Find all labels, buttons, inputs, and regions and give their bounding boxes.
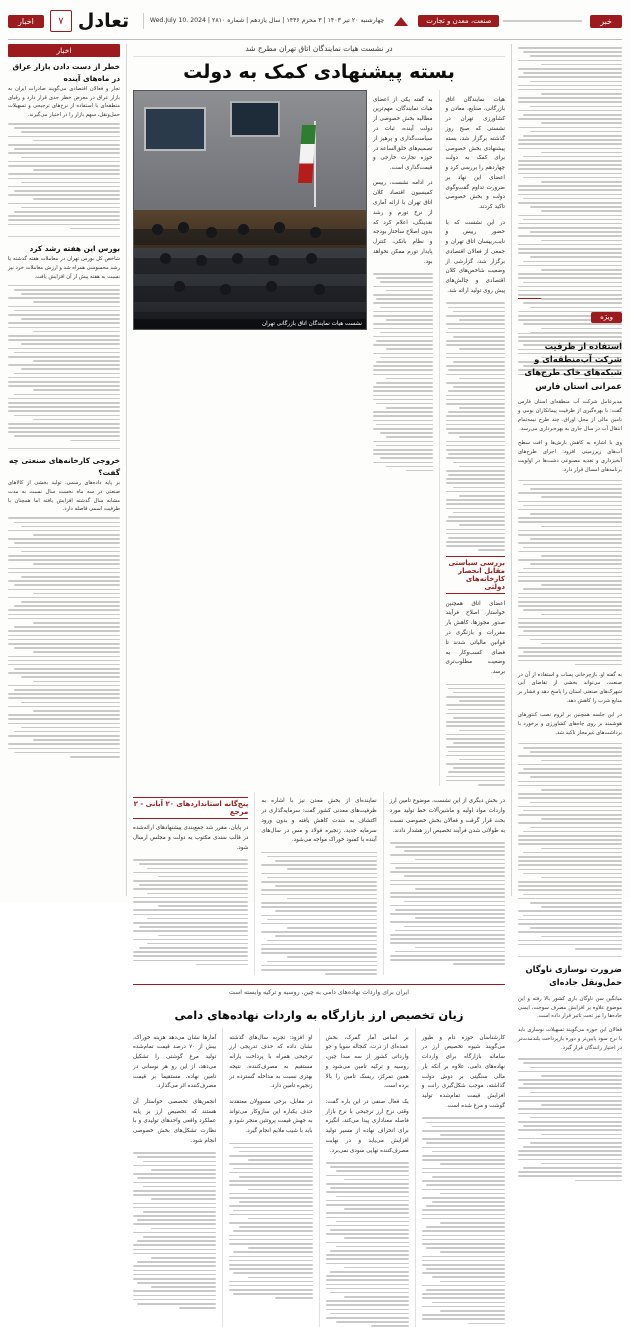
photo-seat-row xyxy=(134,229,366,245)
paragraph: در ادامه نشست، رییس کمیسیون اقتصاد کلان اتاق تهران با ارائه آماری از نرخ تورم و رشد نقدینگی، اعلام کرد که بدون اصلاح ساختار بودجه و نظام بانکی، کنترل پایدار تورم ممکن نخواهد بود. xyxy=(373,180,433,265)
column-divider xyxy=(511,44,512,896)
photo-person xyxy=(178,222,189,233)
lead-column xyxy=(373,90,433,786)
subheading: پنج‌گانه استانداردهای ۲۰ آبانی - ۲ مرجع xyxy=(133,797,248,819)
divider xyxy=(518,956,622,957)
text-lines xyxy=(261,852,376,975)
paragraph: در بخش دیگری از این نشست، موضوع تامین ارز واردات مواد اولیه و ماشین‌آلات خط تولید مورد بحث قرار گرفت و فعالان بخش خصوصی نسبت به طولانی شدن فرآیند تخصیص ارز هشدار دادند. xyxy=(389,798,505,834)
secondary-article-kicker: ایران برای واردات نهاده‌های دامی به چین، روسیه و ترکیه وابسته است xyxy=(229,988,409,996)
lead-continuation xyxy=(133,792,505,975)
masthead-rule-right xyxy=(503,20,582,22)
photo-person xyxy=(220,284,231,295)
masthead-center-section: صنعت، معدن و تجارت xyxy=(418,15,499,27)
article-column xyxy=(229,1028,312,1327)
masthead-left-section-badge: اخبار xyxy=(8,15,44,28)
text-lines xyxy=(446,302,506,551)
paragraph: یک فعال صنفی در این باره گفت: وقتی نرخ ارز ترجیحی با نرخ بازار فاصله معناداری پیدا می‌کند، انگیزه برای انحراف نهاده از مسیر تولید افزایش می‌یابد و در نهایت مصرف‌کننده نهایی سودی نمی‌برد. xyxy=(325,1098,409,1154)
paragraph: در این جلسه همچنین بر لزوم نصب کنتورهای هوشمند بر روی چاه‌های کشاورزی و برخورد با برداشت‌های غیرمجاز تاکید شد. xyxy=(518,712,622,736)
photo-screen-secondary xyxy=(230,101,280,137)
column-divider xyxy=(254,792,255,975)
paragraph: در این نشست که با حضور رییس و نایب‌رییسان اتاق تهران و جمعی از فعالان اقتصادی برگزار شد، گزارشی از وضعیت شاخص‌های کلان اقتصادی و چالش‌های پیش روی تولید ارائه شد. xyxy=(445,219,505,295)
list-item[interactable] xyxy=(8,243,120,441)
divider xyxy=(8,236,120,237)
page-title: بسته پیشنهادی کمک به دولت xyxy=(183,61,455,83)
page-grid xyxy=(8,44,622,1154)
photo-seat-row xyxy=(134,286,366,302)
photo-caption: نشست هیات نمایندگان اتاق بازرگانی تهران xyxy=(134,319,366,329)
text-lines xyxy=(446,684,506,786)
news-item-body: شاخص کل بورس تهران در معاملات هفته گذشته با رشد محسوسی همراه شد و ارزش معاملات خرد نیز نسبت به هفته پیش از آن افزایش یافت. xyxy=(8,256,120,280)
column-divider xyxy=(222,1028,223,1327)
lead-photo xyxy=(133,90,367,330)
paragraph: در مقابل، برخی مسوولان معتقدند حذف یکباره این سازوکار می‌تواند به جهش قیمت پروتئین منجر شود و باید با شیب ملایم انجام گیرد. xyxy=(229,1098,313,1135)
paragraph: میانگین سن ناوگان باری کشور بالا رفته و این موضوع علاوه بر افزایش مصرف سوخت، ایمنی جاده‌ها را نیز تحت تاثیر قرار داده است. xyxy=(518,995,622,1020)
photo-person xyxy=(306,253,317,264)
text-lines xyxy=(422,1117,505,1324)
lead-text-columns xyxy=(133,792,505,975)
article-column xyxy=(326,1028,409,1327)
lead-body xyxy=(133,90,505,786)
column-divider xyxy=(439,90,440,786)
paragraph: هیات نمایندگان اتاق بازرگانی، صنایع، معادن و کشاورزی تهران در نشستی که صبح روز گذشته برگزار شد، بسته پیشنهادی بخش خصوصی برای کمک به دولت چهاردهم را بررسی کرد و اعضای این نهاد بر ضرورت تداوم گفت‌وگوی دولت و بخش خصوصی تاکید کردند. xyxy=(445,96,505,211)
paragraph: به گفته یکی از اعضای هیات نمایندگان، مهم‌ترین مطالبه بخش خصوصی از دولت آینده، ثبات در سیاست‌گذاری و پرهیز از تصمیم‌های خلق‌الساعه در حوزه تجارت خارجی و قیمت‌گذاری است. xyxy=(373,96,433,172)
photo-person xyxy=(274,222,285,233)
feature-sidebar xyxy=(518,44,622,1052)
article-column xyxy=(422,1028,505,1327)
photo-person xyxy=(232,253,243,264)
paragraph: به گفته او، بازچرخانی پساب و استفاده از آن در صنعت، می‌تواند بخشی از تقاضای آبی شهرک‌های صنعتی استان را پاسخ دهد و فشار بر منابع شرب را کاهش دهد. xyxy=(518,671,622,705)
paragraph: انجمن‌های تخصصی خواستار آن هستند که تخصیص ارز بر پایه عملکرد واقعی واحدهای تولیدی و با نظارت تشکل‌های بخش خصوصی انجام شود. xyxy=(133,1098,217,1144)
newspaper-logo: تعادل xyxy=(77,10,130,32)
news-sidebar xyxy=(8,44,120,896)
paragraph: کارشناسان حوزه دام و طیور می‌گویند شیوه تخصیص ارز در سامانه بازارگاه برای واردات نهاده‌های دامی، علاوه بر آنکه بار مالی سنگینی بر دوش دولت گذاشته، موجب شکل‌گیری رانت و افزایش قیمت تمام‌شده تولید گوشت و مرغ شده است. xyxy=(421,1034,505,1109)
text-lines xyxy=(133,859,248,965)
feature-sidebar-spacer xyxy=(518,47,622,293)
paragraph: نماینده‌ای از بخش معدن نیز با اشاره به ظرفیت‌های معدنی کشور گفت: سرمایه‌گذاری در اکتشاف به شدت کاهش یافته و بدون ورود سرمایه جدید، زنجیره فولاد و مس در سال‌های آینده با کمبود خوراک مواجه می‌شود. xyxy=(261,798,377,844)
news-item-title: بورس این هفته رشد کرد xyxy=(29,244,120,254)
news-sidebar-heading: اخبار xyxy=(8,44,120,57)
paragraph: مدیرعامل شرکت آب منطقه‌ای استان فارس گفت: با بهره‌گیری از ظرفیت پیمانکاران بومی و تامین مالی از محل اوراق، چند طرح نیمه‌تمام انتقال آب در سال جاری به بهره‌برداری می‌رسد. xyxy=(518,399,622,432)
text-lines xyxy=(518,480,622,666)
text-lines xyxy=(373,273,433,471)
lead-column xyxy=(446,90,506,786)
text-lines xyxy=(518,1058,622,1181)
lead-kicker: در نشست هیات نمایندگان اتاق تهران مطرح شد xyxy=(133,44,505,57)
news-item-title: خطر از دست دادن بازار عراق در ماه‌های آینده xyxy=(12,62,120,83)
paragraph: اعضای اتاق همچنین خواستار اصلاح فرآیند صدور مجوزها، کاهش بار مقررات و بازنگری در قوانین مالیاتی شدند تا فضای کسب‌وکار به وضعیت مطلوب‌تری برسد. xyxy=(445,600,505,676)
paragraph: بر اساس آمار گمرک، بخش عمده‌ای از ذرت، کنجاله سویا و جو وارداتی کشور از سه مبدا چین، روسیه و ترکیه تامین می‌شود و همین تمرکز، ریسک تامین را بالا برده است. xyxy=(325,1034,409,1090)
masthead-divider xyxy=(143,13,144,29)
photo-person xyxy=(206,227,217,238)
paragraph: او افزود: تجربه سال‌های گذشته نشان داده که حذف تدریجی ارز ترجیحی همراه با پرداخت یارانه مستقیم به مصرف‌کننده، نتیجه بهتری نسبت به مداخله گسترده در زنجیره تامین دارد. xyxy=(229,1034,313,1090)
text-lines xyxy=(518,743,622,950)
column-divider xyxy=(383,792,384,975)
text-lines xyxy=(8,285,120,442)
lead-column xyxy=(133,792,248,975)
text-lines xyxy=(229,1143,312,1300)
paragraph: آمارها نشان می‌دهد هزینه خوراک، بیش از ۷۰ درصد قیمت تمام‌شده تولید مرغ گوشتی را تشکیل می‌دهد، از این رو هر نوسانی در تامین نهاده، مستقیما بر قیمت مصرف‌کننده اثر می‌گذارد. xyxy=(133,1034,217,1090)
text-lines xyxy=(326,1162,409,1327)
column-divider xyxy=(319,1028,320,1327)
list-item[interactable] xyxy=(8,455,120,757)
secondary-article-columns xyxy=(133,1028,505,1327)
photo-screen xyxy=(144,107,206,151)
lead-column xyxy=(390,792,505,975)
article-column xyxy=(133,1028,216,1327)
masthead-right-section-badge: خبر xyxy=(590,15,622,28)
page-number: ۷ xyxy=(50,10,72,32)
divider xyxy=(8,448,120,449)
secondary-article xyxy=(133,984,505,1327)
paragraph: در پایان، مقرر شد جمع‌بندی پیشنهادهای ارائه‌شده در قالب سندی مکتوب به دولت و مجلس ارسال شود. xyxy=(133,825,249,851)
text-lines xyxy=(8,123,120,229)
news-item-body: تجار و فعالان اقتصادی می‌گویند صادرات ایران به بازار عراق در معرض خطر جدی قرار دارد و رقبای منطقه‌ای با استفاده از نرخ‌های ترجیحی و تسهیلات حمل‌ونقل، سهم بازار را در اختیار می‌گیرند. xyxy=(8,85,120,119)
lead-article xyxy=(133,44,505,975)
news-item-body: بر پایه داده‌های رسمی، تولید بخشی از کالاهای صنعتی در سه ماه نخست سال نسبت به مدت مشابه سال گذشته افزایش یافته اما همچنان با ظرفیت اسمی فاصله دارد. xyxy=(8,479,120,513)
lead-text-columns xyxy=(373,90,505,786)
column-divider xyxy=(415,1028,416,1327)
feature-title[interactable]: استفاده از ظرفیت شرکت آب‌منطقه‌ای و شبکه‌های خاک طرح‌های عمرانی استان فارس xyxy=(524,340,622,391)
news-item-title: خروجی کارخانه‌های صنعتی چه گفت؟ xyxy=(8,456,120,478)
list-item[interactable] xyxy=(8,61,120,229)
masthead xyxy=(8,6,622,40)
text-lines xyxy=(8,517,120,757)
paragraph: فعالان این حوزه می‌گویند تسهیلات نوسازی باید با نرخ سود پایین‌تر و دوره بازپرداخت بلندمدت‌تر در اختیار رانندگان قرار گیرد. xyxy=(518,1027,622,1052)
masthead-right xyxy=(499,6,622,36)
lead-column xyxy=(261,792,376,975)
subheading: بررسی سیاستی مقابل انحصار کارخانه‌های دولتی xyxy=(446,556,506,594)
photo-person xyxy=(160,253,171,264)
main-content xyxy=(133,44,505,1154)
feature-sidebar-heading: ویژه xyxy=(591,312,622,323)
triangle-icon xyxy=(394,17,408,26)
photo-person xyxy=(314,284,325,295)
photo-person xyxy=(310,227,321,238)
secondary-article-body xyxy=(133,989,505,1327)
masthead-center xyxy=(143,6,500,36)
column-divider xyxy=(126,44,127,896)
feature-secondary-title[interactable]: ضرورت نوسازی ناوگان حمل‌ونقل جاده‌ای xyxy=(525,963,622,988)
text-lines xyxy=(390,842,505,965)
text-lines xyxy=(518,47,622,379)
secondary-article-title: زیان تخصیص ارز بازارگاه به واردات نهاده‌های دامی xyxy=(174,1008,464,1023)
paragraph: وی با اشاره به کاهش بارش‌ها و افت سطح آب‌های زیرزمینی افزود: اجرای طرح‌های آبخیزداری و تغذیه مصنوعی دشت‌ها در اولویت برنامه‌های امسال قرار دارد. xyxy=(518,440,622,473)
text-lines xyxy=(133,1152,216,1309)
masthead-date: چهارشنبه ۲۰ تیر ۱۴۰۳ | ۳ محرم ۱۴۴۶ | سال یازدهم | شماره ۲۸۱۰ | Wed.July 10. 2024 xyxy=(149,17,385,25)
masthead-left xyxy=(8,6,143,36)
